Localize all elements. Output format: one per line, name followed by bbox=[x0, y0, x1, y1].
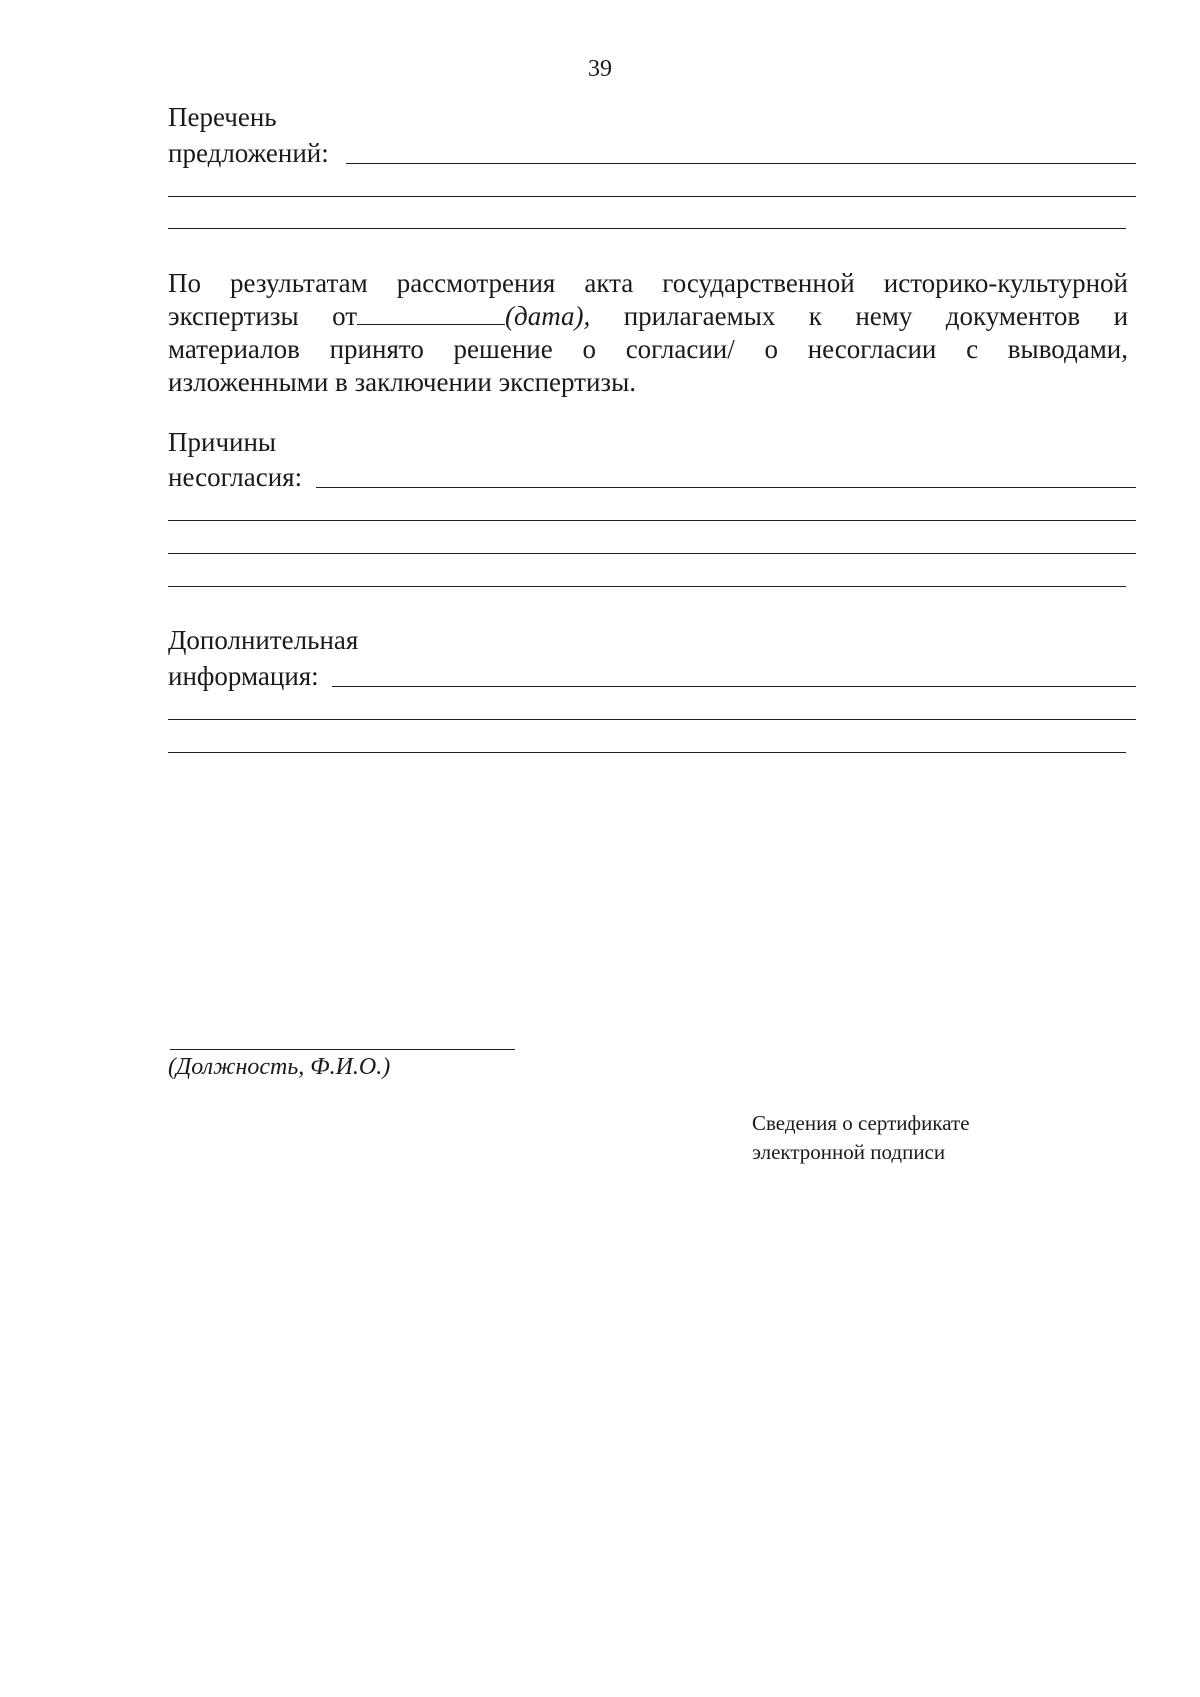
page-number: 39 bbox=[588, 56, 612, 82]
proposals-fill-line-2[interactable] bbox=[168, 196, 1136, 197]
disagreement-fill-line-1[interactable] bbox=[316, 487, 1136, 488]
decision-paragraph bbox=[168, 267, 1128, 399]
proposals-label-line2: предложений: bbox=[168, 138, 329, 168]
decision-line-1: По результатам рассмотрения акта государственной историко-культурной bbox=[168, 268, 1128, 298]
decision-line-3: материалов принято решение о согласии/ о несогласии с выводами, bbox=[168, 334, 1128, 364]
proposals-fill-line-3[interactable] bbox=[168, 228, 1126, 229]
disagreement-fill-line-2[interactable] bbox=[168, 520, 1136, 521]
date-blank-field[interactable] bbox=[357, 302, 505, 325]
decision-line-2 bbox=[168, 300, 1128, 333]
additional-fill-line-1[interactable] bbox=[332, 686, 1136, 687]
proposals-label-line1: Перечень bbox=[168, 102, 277, 132]
decision-line-2-before: экспертизы от bbox=[168, 301, 358, 331]
certificate-line-1: Сведения о сертификате bbox=[752, 1111, 970, 1135]
additional-fill-line-2[interactable] bbox=[168, 719, 1136, 720]
disagreement-fill-line-3[interactable] bbox=[168, 553, 1136, 554]
additional-fill-line-3[interactable] bbox=[168, 752, 1126, 753]
signature-line[interactable] bbox=[170, 1049, 515, 1050]
additional-label-line2: информация: bbox=[168, 661, 319, 691]
disagreement-fill-line-4[interactable] bbox=[168, 586, 1126, 587]
date-hint: (дата), bbox=[505, 301, 591, 331]
additional-label-line1: Дополнительная bbox=[168, 625, 359, 655]
decision-line-4: изложенными в заключении экспертизы. bbox=[168, 367, 636, 397]
certificate-info bbox=[752, 1109, 970, 1167]
disagreement-label-line2: несогласия: bbox=[168, 462, 303, 492]
disagreement-label-line1: Причины bbox=[168, 427, 277, 457]
signature-caption: (Должность, Ф.И.О.) bbox=[168, 1054, 391, 1080]
decision-line-2-after: прилагаемых к нему документов и bbox=[623, 301, 1129, 331]
certificate-line-2: электронной подписи bbox=[752, 1140, 946, 1164]
proposals-fill-line-1[interactable] bbox=[346, 163, 1136, 164]
